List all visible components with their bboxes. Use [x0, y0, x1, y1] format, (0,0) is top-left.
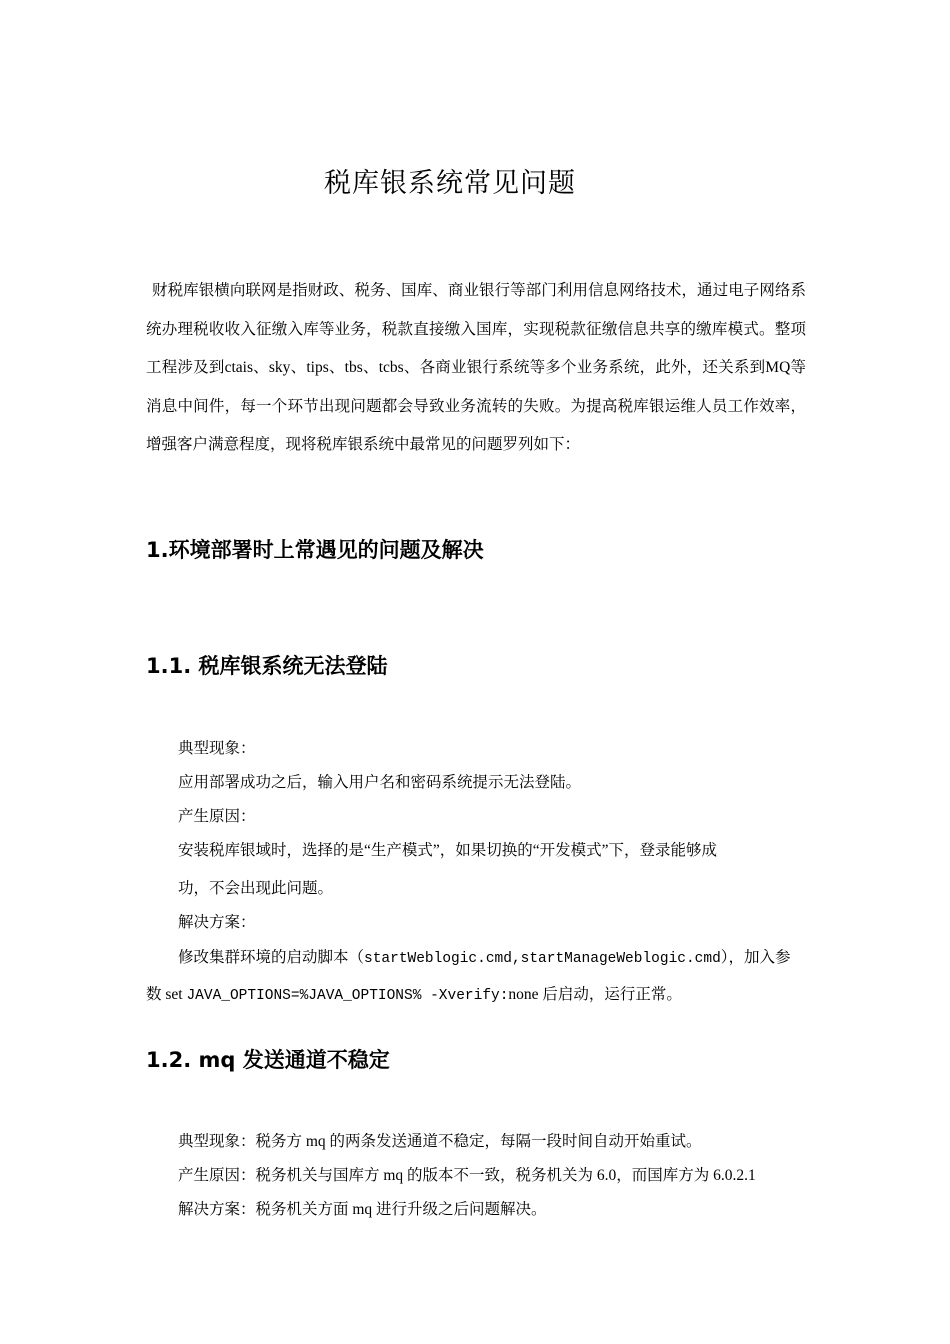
script-names-code: startWeblogic.cmd,startManageWeblogic.cmd	[364, 951, 721, 967]
solution-text-2b: none 后启动，运行正常。	[508, 986, 682, 1003]
intro-paragraph: 财税库银横向联网是指财政、税务、国库、商业银行等部门利用信息网络技术，通过电子网络系统办理税收收入征缴入库等业务，税款直接缴入国库，实现税款征缴信息共享的缴库模式。整项工程涉及到ctais、sky、tips、tbs、tcbs、各商业银行系统等多个业务系统，此外，还关系到MQ等消息中间件，每一个环节出现问题都会导致业务流转的失败。为提高税库银运维人员工作效率，增强客户满意程度，现将税库银系统中最常见的问题罗列如下：	[146, 282, 806, 453]
document-title: 税库银系统常见问题	[324, 168, 576, 199]
solution-text-1b: ），加入参	[720, 949, 791, 966]
symptom-text: 应用部署成功之后，输入用户名和密码系统提示无法登陆。	[178, 774, 582, 791]
solution-text-1a: 修改集群环境的启动脚本（	[178, 949, 365, 966]
cause-label: 产生原因：	[178, 808, 256, 825]
solution-text-line-2	[146, 982, 682, 1004]
cause-text-line-1	[178, 838, 806, 860]
mq-solution-text: 解决方案：税务机关方面 mq 进行升级之后问题解决。	[178, 1201, 547, 1218]
java-options-code: JAVA_OPTIONS=%JAVA_OPTIONS% -Xverify:	[186, 988, 509, 1004]
cause-text-line-1-content: 安装税库银域时，选择的是“生产模式”，如果切换的“开发模式”下，登录能够成	[178, 842, 718, 859]
mq-cause-text: 产生原因：税务机关与国库方 mq 的版本不一致，税务机关为 6.0，而国库方为 6.0.2.1	[178, 1167, 756, 1184]
section-heading-1-1: 1.1. 税库银系统无法登陆	[146, 654, 388, 678]
section-heading-1: 1.环境部署时上常遇见的问题及解决	[146, 538, 484, 562]
section-heading-1-2: 1.2. mq 发送通道不稳定	[146, 1048, 390, 1072]
symptom-label: 典型现象：	[178, 740, 256, 757]
cause-text-line-2: 功，不会出现此问题。	[178, 880, 334, 897]
solution-label: 解决方案：	[178, 914, 256, 931]
mq-symptom-text: 典型现象：税务方 mq 的两条发送通道不稳定，每隔一段时间自动开始重试。	[178, 1133, 702, 1150]
solution-text-2a: 数 set	[146, 986, 187, 1003]
solution-text-line-1	[178, 945, 791, 967]
